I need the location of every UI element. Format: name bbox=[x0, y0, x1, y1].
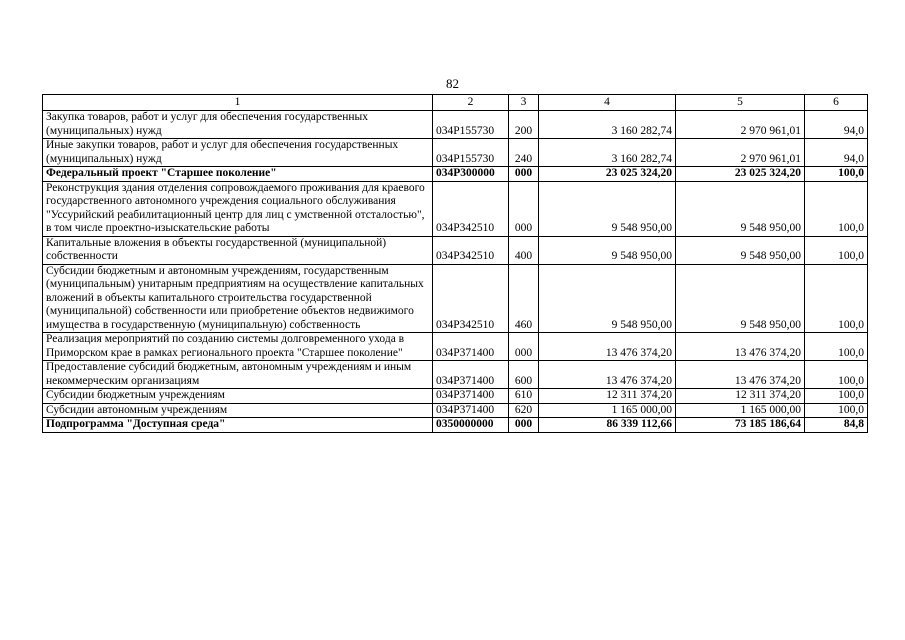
row-planned: 3 160 282,74 bbox=[539, 111, 676, 139]
row-code: 034P371400 bbox=[433, 389, 509, 404]
header-col-5: 5 bbox=[676, 95, 805, 111]
table-row bbox=[43, 111, 868, 139]
header-col-1: 1 bbox=[43, 95, 433, 111]
table-row-subtotal bbox=[43, 167, 868, 182]
table-row bbox=[43, 139, 868, 167]
row-percent: 100,0 bbox=[805, 389, 868, 404]
row-planned: 12 311 374,20 bbox=[539, 389, 676, 404]
row-name: Подпрограмма "Доступная среда" bbox=[43, 418, 433, 433]
row-executed: 9 548 950,00 bbox=[676, 236, 805, 264]
header-row bbox=[43, 95, 868, 111]
row-type: 400 bbox=[509, 236, 539, 264]
header-col-4: 4 bbox=[539, 95, 676, 111]
header-col-6: 6 bbox=[805, 95, 868, 111]
header-col-2: 2 bbox=[433, 95, 509, 111]
row-percent: 100,0 bbox=[805, 167, 868, 182]
row-name: Федеральный проект "Старшее поколение" bbox=[43, 167, 433, 182]
row-code: 034P342510 bbox=[433, 181, 509, 236]
row-planned: 9 548 950,00 bbox=[539, 236, 676, 264]
row-name: Закупка товаров, работ и услуг для обеспечения государственных (муниципальных) нужд bbox=[43, 111, 433, 139]
row-planned: 23 025 324,20 bbox=[539, 167, 676, 182]
row-name: Иные закупки товаров, работ и услуг для обеспечения государственных (муниципальных) нужд bbox=[43, 139, 433, 167]
row-executed: 1 165 000,00 bbox=[676, 403, 805, 418]
row-executed: 12 311 374,20 bbox=[676, 389, 805, 404]
row-planned: 86 339 112,66 bbox=[539, 418, 676, 433]
row-type: 000 bbox=[509, 418, 539, 433]
row-percent: 94,0 bbox=[805, 139, 868, 167]
row-executed: 9 548 950,00 bbox=[676, 264, 805, 333]
row-executed: 23 025 324,20 bbox=[676, 167, 805, 182]
row-type: 000 bbox=[509, 181, 539, 236]
row-code: 034P342510 bbox=[433, 264, 509, 333]
row-executed: 73 185 186,64 bbox=[676, 418, 805, 433]
table-row bbox=[43, 181, 868, 236]
row-type: 200 bbox=[509, 111, 539, 139]
row-planned: 9 548 950,00 bbox=[539, 264, 676, 333]
row-name: Капитальные вложения в объекты государственной (муниципальной) собственности bbox=[43, 236, 433, 264]
row-percent: 100,0 bbox=[805, 264, 868, 333]
table-row bbox=[43, 264, 868, 333]
row-percent: 94,0 bbox=[805, 111, 868, 139]
row-planned: 13 476 374,20 bbox=[539, 333, 676, 361]
table-row bbox=[43, 361, 868, 389]
row-percent: 100,0 bbox=[805, 181, 868, 236]
row-planned: 1 165 000,00 bbox=[539, 403, 676, 418]
page-number: 82 bbox=[446, 76, 459, 91]
row-code: 034P155730 bbox=[433, 139, 509, 167]
row-executed: 13 476 374,20 bbox=[676, 361, 805, 389]
budget-table bbox=[42, 94, 868, 433]
row-code: 034P342510 bbox=[433, 236, 509, 264]
row-code: 034P300000 bbox=[433, 167, 509, 182]
row-executed: 13 476 374,20 bbox=[676, 333, 805, 361]
row-percent: 100,0 bbox=[805, 236, 868, 264]
row-percent: 100,0 bbox=[805, 361, 868, 389]
table-row bbox=[43, 333, 868, 361]
row-executed: 2 970 961,01 bbox=[676, 111, 805, 139]
row-planned: 13 476 374,20 bbox=[539, 361, 676, 389]
header-col-3: 3 bbox=[509, 95, 539, 111]
row-type: 000 bbox=[509, 167, 539, 182]
row-percent: 100,0 bbox=[805, 333, 868, 361]
row-name: Реконструкция здания отделения сопровождаемого проживания для краевого государственного автономного учреждения социального обслуживания "Уссурийский реабилитационный центр для лиц с умственной отсталостью", в том числе проектно-изыскательские работы bbox=[43, 181, 433, 236]
row-name: Субсидии бюджетным и автономным учреждениям, государственным (муниципальным) унитарным предприятиям на осуществление капитальных вложений в объекты капитального строительства государственной (муниципальной) собственности или приобретение объектов недвижимого имущества в государственную (муниципальную) собственность bbox=[43, 264, 433, 333]
row-name: Предоставление субсидий бюджетным, автономным учреждениям и иным некоммерческим организациям bbox=[43, 361, 433, 389]
row-type: 600 bbox=[509, 361, 539, 389]
row-code: 034P155730 bbox=[433, 111, 509, 139]
row-type: 610 bbox=[509, 389, 539, 404]
row-planned: 9 548 950,00 bbox=[539, 181, 676, 236]
row-name: Субсидии бюджетным учреждениям bbox=[43, 389, 433, 404]
row-planned: 3 160 282,74 bbox=[539, 139, 676, 167]
row-percent: 100,0 bbox=[805, 403, 868, 418]
row-executed: 9 548 950,00 bbox=[676, 181, 805, 236]
row-type: 000 bbox=[509, 333, 539, 361]
row-type: 240 bbox=[509, 139, 539, 167]
row-code: 034P371400 bbox=[433, 403, 509, 418]
row-type: 460 bbox=[509, 264, 539, 333]
row-executed: 2 970 961,01 bbox=[676, 139, 805, 167]
row-name: Реализация мероприятий по созданию системы долговременного ухода в Приморском крае в рамках регионального проекта "Старшее поколение" bbox=[43, 333, 433, 361]
table-row bbox=[43, 389, 868, 404]
table-row-subtotal bbox=[43, 418, 868, 433]
table-row bbox=[43, 403, 868, 418]
row-percent: 84,8 bbox=[805, 418, 868, 433]
row-code: 034P371400 bbox=[433, 333, 509, 361]
row-code: 0350000000 bbox=[433, 418, 509, 433]
row-name: Субсидии автономным учреждениям bbox=[43, 403, 433, 418]
table-row bbox=[43, 236, 868, 264]
row-type: 620 bbox=[509, 403, 539, 418]
row-code: 034P371400 bbox=[433, 361, 509, 389]
